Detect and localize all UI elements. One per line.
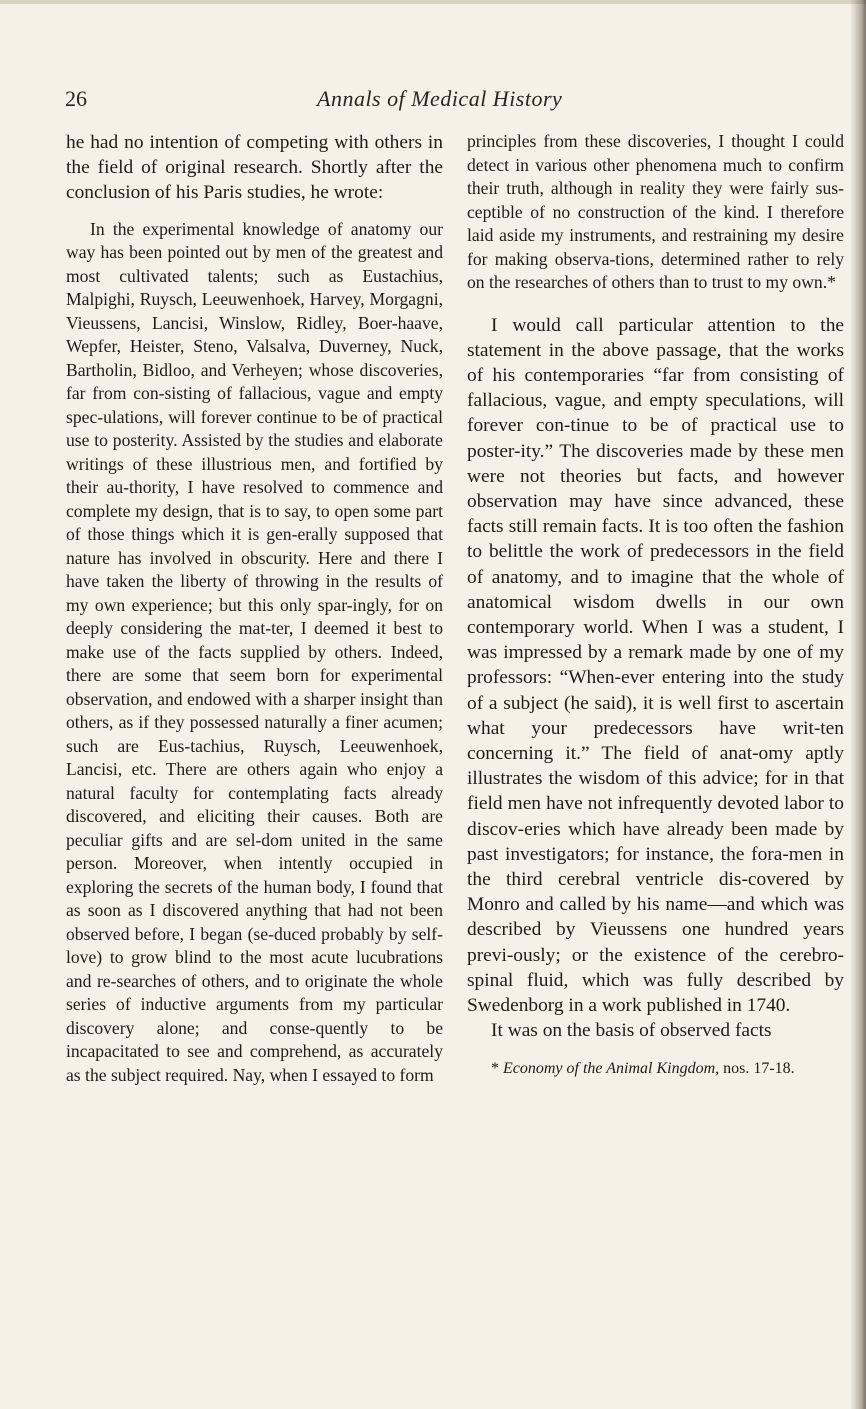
page-header: [65, 86, 845, 118]
block-quote: In the experimental knowledge of anatomy our way has been pointed out by men of the greatest and most cultivated talents; such as Eustachius, Malpighi, Ruysch, Leeuwenhoek, Harvey, Morgagni, Vieussens, Lancisi, Winslow, Ridley, Boer-haave, Wepfer, Heister, Steno, Valsalva, Duverney, Nuck, Bartholin, Bidloo, and Verheyen; whose discoveries, far from con-sisting of fallacious, vague and empty spec-ulations, will forever continue to be of practical use to posterity. Assisted by the studies and elaborate writings of these illustrious men, and fortified by their au-thority, I have resolved to commence and complete my design, that is to say, to open some part of those things which it is gen-erally supposed that nature has involved in obscurity. Here and there I have taken the liberty of throwing in the results of my own experience; but this only spar-ingly, for on deeply considering the mat-ter, I deemed it best to make use of the facts supplied by others. Indeed, there are some that seem born for experimental observation, and endowed with a sharper insight than others, as if they possessed naturally a finer acumen; such are Eus-tachius, Ruysch, Leeuwenhoek, Lancisi, etc. There are others again who enjoy a natural faculty for contemplating facts already discovered, and eliciting their causes. Both are peculiar gifts and are sel-dom united in the same person. Moreover, when intently occupied in exploring the secrets of the human body, I found that as soon as I discovered anything that had not been observed before, I began (se-duced probably by self-love) to grow blind to the most acute lucubrations and re-searches of others, and to originate the whole series of inductive arguments from my particular discovery alone; and conse-quently to be incapacitated to see and comprehend, as accurately as the subject required. Nay, when I essayed to form: [66, 218, 443, 1085]
footnote-title: Economy of the Animal Kingdom,: [503, 1060, 720, 1078]
footnote: [467, 1057, 844, 1080]
body-paragraph-1: I would call particular attention to the statement in the above passage, that the works of his contemporaries “far from consisting of fallacious, vague, and empty speculations, will forever con-tinue to be of practical use to poster-ity.” The discoveries made by these men were not theories but facts, and however observation may have since advanced, these facts still remain facts. It is too often the fashion to belittle the work of predecessors in the field of anatomy, and to imagine that the whole of anatomical wisdom dwells in our own contemporary world. When I was a student, I was impressed by a remark made by one of my professors: “When-ever entering into the study of a subject (he said), it is well first to ascertain what your predecessors have writ-ten concerning it.” The field of anat-omy aptly illustrates the wisdom of this advice; for in that field men have not infrequently devoted labor to discov-eries which have already been made by past investigators; for instance, the fora-men in the third cerebral ventricle dis-covered by Monro and called by his name—and which was described by Vieussens one hundred years previ-ously; or the existence of the cerebro-spinal fluid, which was fully described by Swedenborg in a work published in 1740.: [467, 314, 844, 1016]
body-paragraph-2: It was on the basis of observed facts: [491, 1020, 772, 1042]
right-column: [467, 130, 844, 1080]
intro-paragraph: he had no intention of competing with others in the field of original research. Shortly after the conclusion of his Paris studies, he wrote:: [66, 132, 443, 204]
page-binding-shadow: [850, 0, 866, 1409]
running-head: Annals of Medical History: [317, 86, 563, 111]
footnote-marker: *: [491, 1060, 503, 1078]
page-top-edge: [0, 0, 866, 4]
footnote-rest: nos. 17-18.: [719, 1060, 795, 1078]
left-column: [66, 130, 443, 1087]
block-quote-continued: principles from these discoveries, I thought I could detect in various other phenomena much to confirm their truth, although in reality they were fairly sus-ceptible of no construction of the kind. I therefore laid aside my instruments, and restraining my desire for making observa-tions, determined rather to rely on the researches of others than to trust to my own.*: [467, 131, 844, 292]
page-number: 26: [65, 86, 87, 111]
